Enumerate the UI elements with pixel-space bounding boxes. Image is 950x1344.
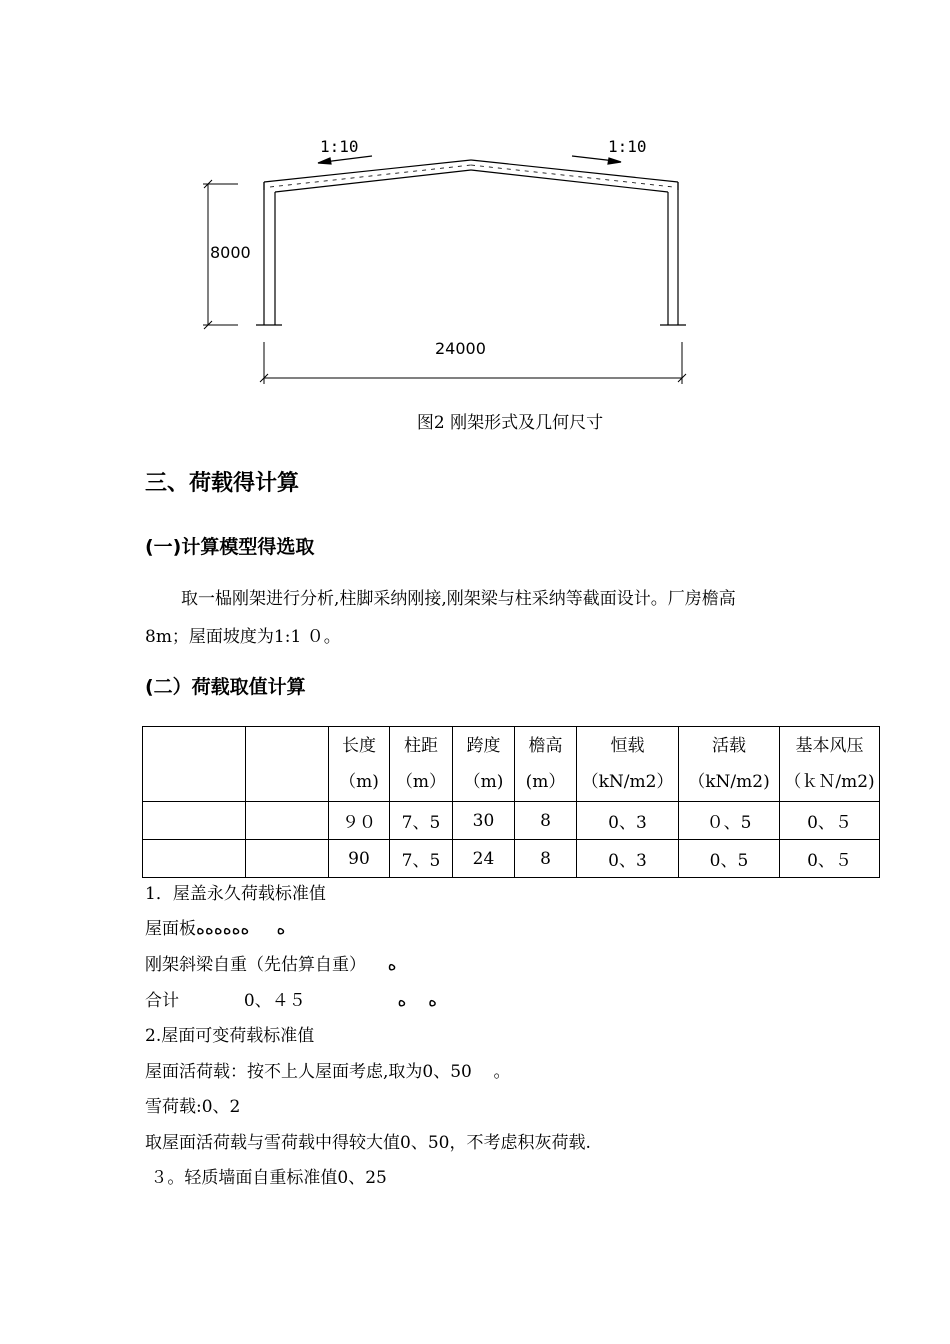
text-line: 合计 ﻩ ﻩ ４５、0 [145,991,437,1011]
text-line: 1．屋盖永久荷载标准值 [145,884,326,904]
table-cell [246,802,329,840]
figure-caption: 图2 刚架形式及几何尺寸 [416,413,604,433]
table-header-cell: 基本风压 （ｋＮ/m2) [780,727,880,802]
table-row [143,840,880,878]
table-header-cell [143,727,246,802]
table-header-cell [246,727,329,802]
text-line: ３。轻质墙面自重标准值0、25 [145,1168,387,1188]
paragraph-model [145,580,845,656]
table-header-cell: 跨度 （m) [453,727,515,802]
table-header-cell: 活载 （kN/m2) [679,727,780,802]
subsection-title-model: (一)计算模型得选取 [145,536,315,558]
table-cell: 0、５ [780,840,880,878]
table-cell: 30 [453,802,515,840]
table-cell: 0、3 [577,802,679,840]
paragraph-line-1: 取一榀刚架进行分析,柱脚采纳刚接,刚架梁与柱采纳等截面设计。厂房檐高 [181,589,736,609]
slope-right-label: 1:10 [608,137,647,156]
table-cell: 0、3 [577,840,679,878]
text-line: 2.屋面可变荷载标准值 [145,1026,315,1046]
table-cell: 0、５ [780,802,880,840]
table-cell: 7、5 [390,840,453,878]
table-cell: 90 [329,840,390,878]
text-line: 取屋面活荷载与雪荷载中得较大值0、50，不考虑积灰荷载. [145,1133,591,1153]
table-cell [246,840,329,878]
portal-frame-diagram [190,130,710,390]
table-cell: 8 [515,802,577,840]
table-cell [143,802,246,840]
table-header-row [143,727,880,802]
table-header-cell: 檐高 (m） [515,727,577,802]
slope-left-label: 1:10 [320,137,359,156]
text-line: 屋面活荷载：按不上人屋面考虑,取为0、50 。 [145,1062,511,1082]
table-row [143,802,880,840]
table-cell: 24 [453,840,515,878]
load-parameter-table [142,726,880,878]
text-line: 屋面板ﻩ ﻩﻩﻩﻩﻩﻩ [145,919,286,939]
subsection-title-loads: (二）荷载取值计算 [145,676,306,698]
table-cell: 0、5 [679,840,780,878]
table-cell [143,840,246,878]
text-line: 雪荷载:0、2 [145,1097,241,1117]
table-cell: ９０ [329,802,390,840]
table-header-cell: 恒载 （kN/m2） [577,727,679,802]
paragraph-line-2: 8m；屋面坡度为1:1 ０。 [145,627,341,647]
table-cell: 7、5 [390,802,453,840]
table-cell: ０、5 [679,802,780,840]
span-dimension-label: 24000 [435,339,486,358]
table-cell: 8 [515,840,577,878]
text-line: 刚架斜梁自重（先估算自重） ﻩ [145,955,397,975]
table-header-cell: 长度 （m) [329,727,390,802]
table-header-cell: 柱距 （m） [390,727,453,802]
section-title: 三、荷载得计算 [145,471,300,496]
height-dimension-label: 8000 [210,243,251,262]
